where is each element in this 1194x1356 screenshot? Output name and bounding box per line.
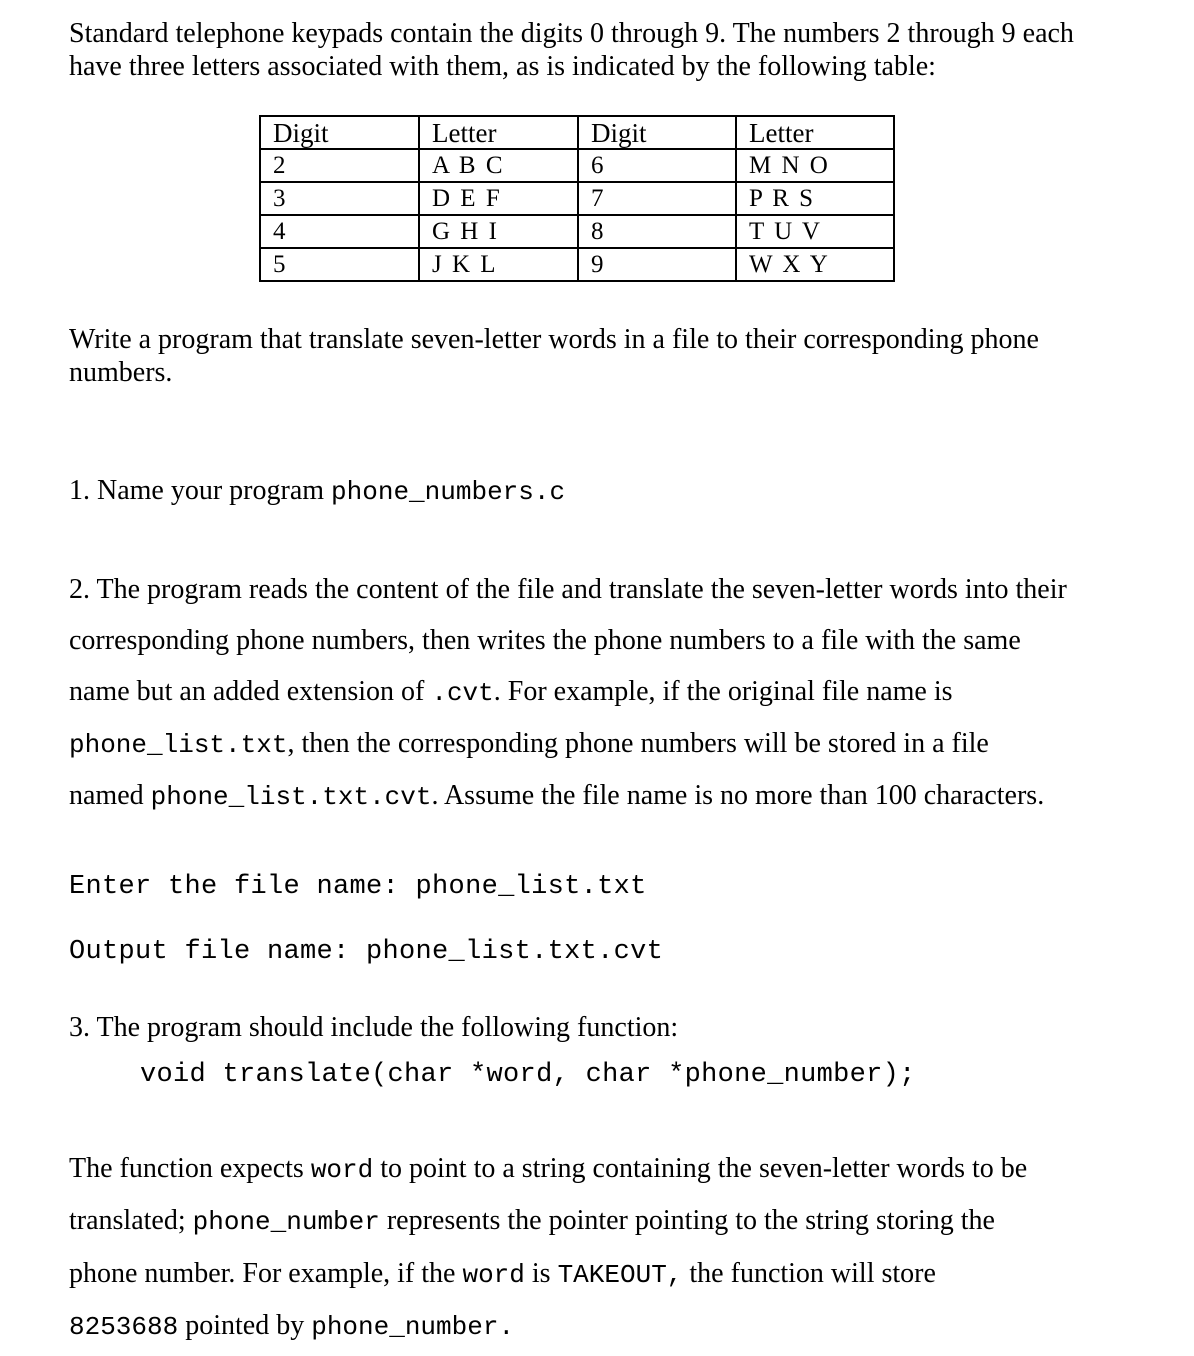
explanation-line-2: translated; phone_number represents the pointer pointing to the string storing the bbox=[69, 1205, 995, 1237]
program-filename: phone_numbers.c bbox=[331, 477, 566, 507]
table-header-row bbox=[260, 116, 894, 149]
table-cell: 4 bbox=[260, 215, 419, 248]
item-2-line-4: phone_list.txt, then the corresponding phone numbers will be stored in a file bbox=[69, 728, 989, 760]
table-cell: A B C bbox=[419, 149, 578, 182]
table-cell: M N O bbox=[736, 149, 894, 182]
intro-line-2: have three letters associated with them, as is indicated by the following table: bbox=[69, 51, 936, 82]
header-letter: Letter bbox=[736, 116, 894, 149]
item-1 bbox=[69, 474, 565, 509]
table-cell: 3 bbox=[260, 182, 419, 215]
explanation-line-3: phone number. For example, if the word is TAKEOUT, the function will store bbox=[69, 1258, 936, 1290]
example-prompt: Enter the file name: phone_list.txt bbox=[69, 872, 647, 902]
item-3: 3. The program should include the following function: bbox=[69, 1012, 679, 1043]
table-row bbox=[260, 215, 894, 248]
table-cell: 6 bbox=[578, 149, 736, 182]
table-cell: 9 bbox=[578, 248, 736, 281]
intro-line-1: Standard telephone keypads contain the digits 0 through 9. The numbers 2 through 9 each bbox=[69, 18, 1074, 49]
header-digit: Digit bbox=[260, 116, 419, 149]
explanation-line-1: The function expects word to point to a string containing the seven-letter words to be bbox=[69, 1153, 1028, 1185]
header-letter: Letter bbox=[419, 116, 578, 149]
function-signature: void translate(char *word, char *phone_number); bbox=[140, 1060, 916, 1090]
input-filename-code: phone_list.txt bbox=[69, 730, 288, 760]
table-cell: 5 bbox=[260, 248, 419, 281]
table-row bbox=[260, 248, 894, 281]
item-2-line-5: named phone_list.txt.cvt. Assume the file name is no more than 100 characters. bbox=[69, 780, 1045, 812]
item-2-line-1: 2. The program reads the content of the file and translate the seven-letter words into their bbox=[69, 574, 1067, 605]
table-cell: P R S bbox=[736, 182, 894, 215]
table-cell: T U V bbox=[736, 215, 894, 248]
task-line-1: Write a program that translate seven-letter words in a file to their corresponding phone bbox=[69, 324, 1039, 355]
output-filename-code: phone_list.txt.cvt bbox=[150, 782, 432, 812]
table-cell: W X Y bbox=[736, 248, 894, 281]
table-row bbox=[260, 182, 894, 215]
example-output: Output file name: phone_list.txt.cvt bbox=[69, 937, 664, 967]
table-cell: D E F bbox=[419, 182, 578, 215]
explanation-line-4: 8253688 pointed by phone_number. bbox=[69, 1310, 515, 1342]
keypad-table bbox=[259, 115, 895, 282]
table-cell: 8 bbox=[578, 215, 736, 248]
item-1-text: 1. Name your program bbox=[69, 475, 332, 506]
table-cell: J K L bbox=[419, 248, 578, 281]
table-row bbox=[260, 149, 894, 182]
table-cell: 7 bbox=[578, 182, 736, 215]
table-cell: G H I bbox=[419, 215, 578, 248]
header-digit: Digit bbox=[578, 116, 736, 149]
table-cell: 2 bbox=[260, 149, 419, 182]
item-2-line-3: name but an added extension of .cvt. For example, if the original file name is bbox=[69, 676, 953, 708]
item-2-line-2: corresponding phone numbers, then writes the phone numbers to a file with the same bbox=[69, 625, 1021, 656]
task-line-2: numbers. bbox=[69, 357, 173, 388]
extension-code: .cvt bbox=[431, 678, 494, 708]
